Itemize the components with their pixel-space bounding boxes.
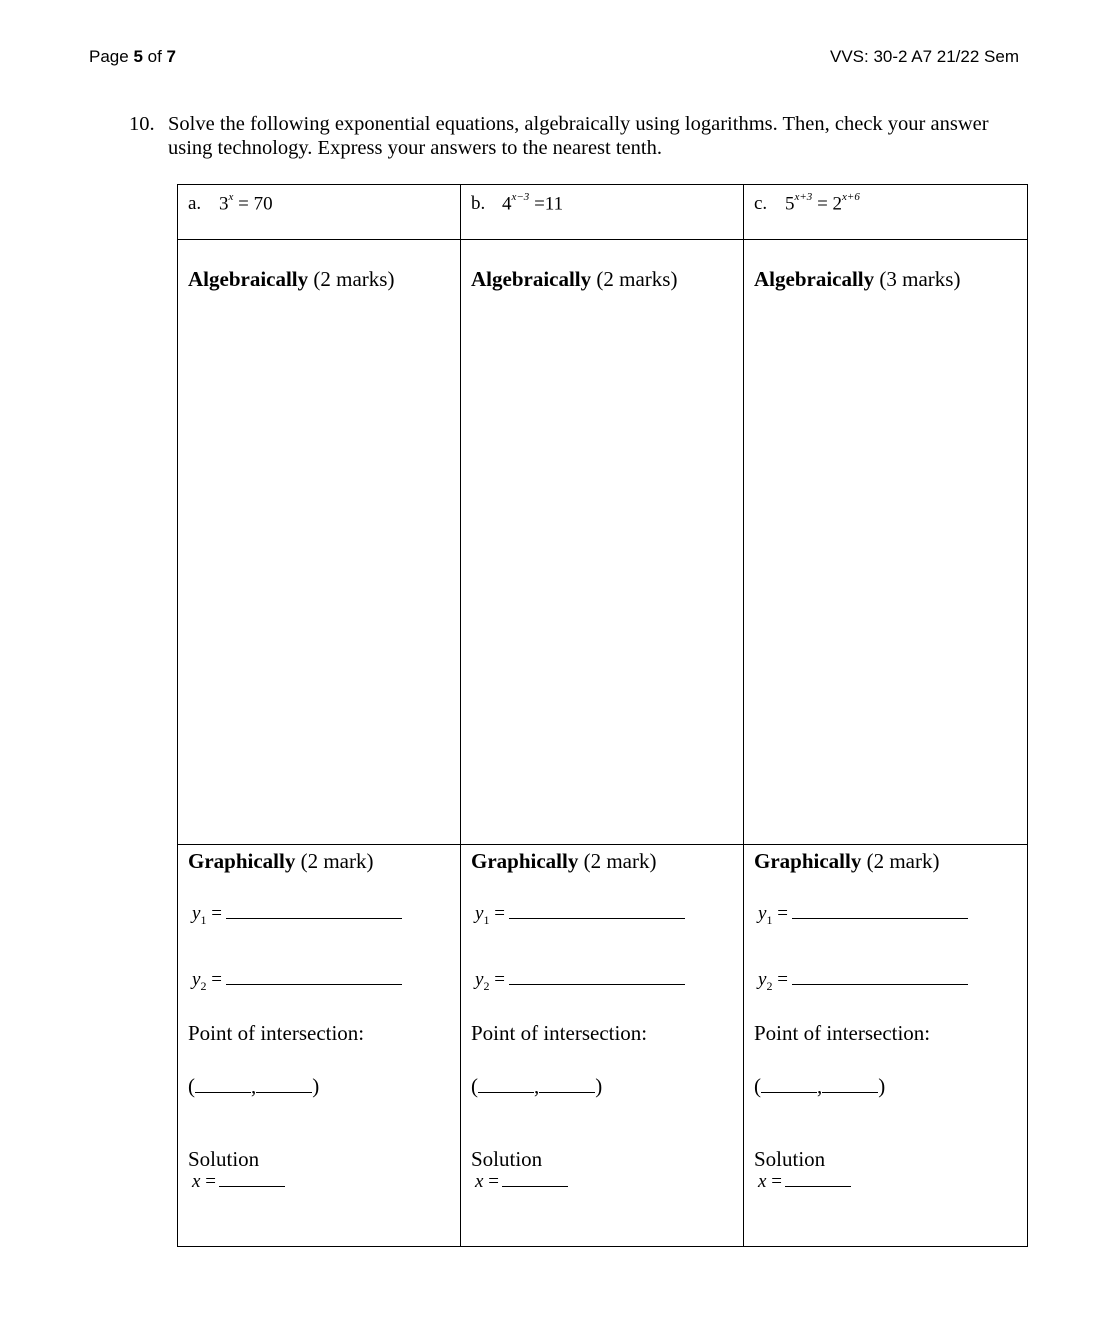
y2-blank-c[interactable]: [792, 970, 968, 985]
y1-row-a: $y_1$ =: [192, 903, 402, 928]
y2-row-c: $y_2$ =: [758, 969, 968, 994]
equation-cell-c: [744, 185, 1028, 240]
x-blank-a[interactable]: [219, 1174, 285, 1187]
poi-label-a: Point of intersection:: [188, 1021, 365, 1045]
equation-a: a. $3^x = 70$: [188, 191, 273, 215]
question-number: 10.: [129, 113, 155, 135]
y2-blank-b[interactable]: [509, 970, 685, 985]
course-code: VVS: 30-2 A7 21/22 Sem: [829, 47, 1019, 66]
question-text: Solve the following exponential equations, algebraically using logarithms. Then, check your answer using technology. Express your answers to the nearest tenth.: [168, 113, 989, 159]
poi-label-c: Point of intersection:: [754, 1021, 931, 1045]
y2-blank-a[interactable]: [226, 970, 402, 985]
graphical-heading-a: Graphically (2 mark): [188, 849, 374, 873]
x-blank-c[interactable]: [785, 1174, 851, 1187]
equation-cell-a: [178, 185, 461, 240]
y1-row-b: $y_1$ =: [475, 903, 685, 928]
y1-row-c: $y_1$ =: [758, 903, 968, 928]
x-blank-b[interactable]: [502, 1174, 568, 1187]
algebraic-work-area-b[interactable]: [461, 240, 744, 845]
poi-blank-a[interactable]: ( , ): [188, 1074, 320, 1098]
worksheet-table: [177, 184, 1028, 1247]
poi-blank-b[interactable]: ( , ): [471, 1074, 603, 1098]
equation-b: b. $4^{x-3} =11$: [471, 191, 564, 215]
graphical-heading-b: Graphically (2 mark): [471, 849, 657, 873]
solution-label-b: Solution: [471, 1147, 543, 1171]
x-row-a: x =: [192, 1171, 285, 1193]
x-row-c: x =: [758, 1171, 851, 1193]
y1-blank-c[interactable]: [792, 904, 968, 919]
equation-cell-b: [461, 185, 744, 240]
solution-label-a: Solution: [188, 1147, 260, 1171]
equation-c: c. $5^{x+3} = 2^{x+6}$: [754, 191, 860, 215]
y1-blank-b[interactable]: [509, 904, 685, 919]
algebraic-heading-a: Algebraically (2 marks): [188, 267, 395, 291]
y2-row-a: $y_2$ =: [192, 969, 402, 994]
y1-blank-a[interactable]: [226, 904, 402, 919]
graphical-heading-c: Graphically (2 mark): [754, 849, 940, 873]
page-number: Page 5 of 7: [89, 47, 176, 66]
solution-label-c: Solution: [754, 1147, 826, 1171]
x-row-b: x =: [475, 1171, 568, 1193]
algebraic-work-area-c[interactable]: [744, 240, 1028, 845]
graphical-area-b: [461, 845, 744, 1247]
algebraic-work-area-a[interactable]: [178, 240, 461, 845]
poi-blank-c[interactable]: ( , ): [754, 1074, 886, 1098]
algebraic-heading-c: Algebraically (3 marks): [754, 267, 961, 291]
algebraic-heading-b: Algebraically (2 marks): [471, 267, 678, 291]
y2-row-b: $y_2$ =: [475, 969, 685, 994]
graphical-area-a: [178, 845, 461, 1247]
poi-label-b: Point of intersection:: [471, 1021, 648, 1045]
graphical-area-c: [744, 845, 1028, 1247]
